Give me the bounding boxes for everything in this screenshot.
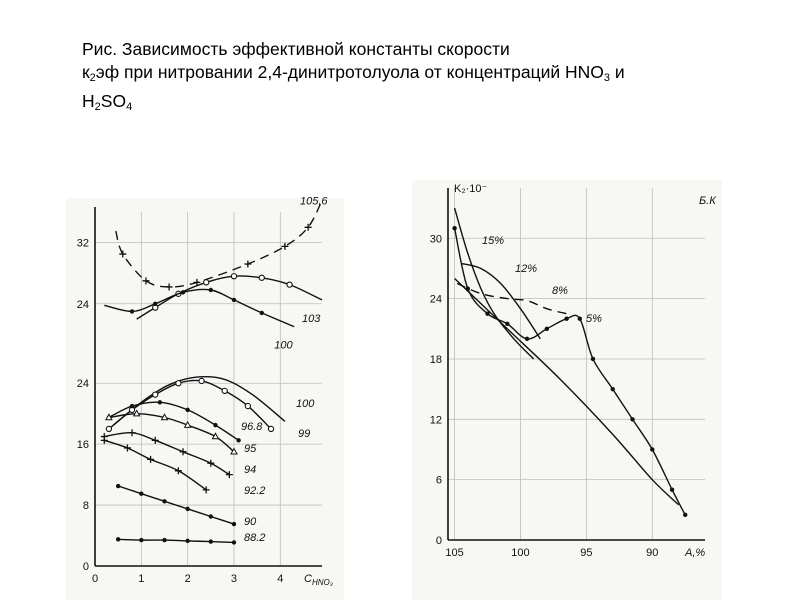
left-lower-series-point bbox=[185, 539, 189, 543]
left-lower-series-point bbox=[175, 467, 182, 474]
left-upper-series-point bbox=[260, 311, 264, 315]
left-lower-series-point bbox=[185, 408, 189, 412]
left-lower-series-line bbox=[104, 440, 206, 490]
left-x-tick-label: 4 bbox=[277, 573, 284, 585]
left-lower-y-tick-label: 16 bbox=[76, 439, 89, 452]
left-lower-series-point bbox=[232, 522, 236, 526]
right-series-point bbox=[591, 357, 595, 361]
left-lower-series-point bbox=[147, 456, 154, 463]
right-series-point bbox=[578, 317, 582, 321]
left-lower-series-line bbox=[109, 402, 239, 440]
title-line-1: Рис. Зависимость эффективной константы скорости bbox=[82, 39, 510, 59]
left-lower-series-point bbox=[232, 540, 236, 544]
title-line-2-pre: к bbox=[82, 62, 90, 82]
left-lower-series-point bbox=[236, 438, 240, 442]
left-lower-series-label: 90 bbox=[244, 516, 257, 528]
left-lower-series-label: 92.2 bbox=[244, 485, 266, 497]
left-lower-y-tick-label: 24 bbox=[76, 378, 89, 391]
left-lower-series-line bbox=[118, 539, 234, 542]
left-lower-series-point bbox=[139, 538, 143, 542]
left-x-tick-label: 2 bbox=[184, 573, 191, 585]
left-lower-series-line bbox=[114, 377, 285, 425]
left-lower-series-point bbox=[268, 426, 273, 431]
right-x-tick-label: 90 bbox=[646, 547, 659, 559]
left-lower-series-point bbox=[124, 444, 131, 451]
right-series-point bbox=[630, 417, 634, 421]
left-upper-series-point bbox=[119, 251, 126, 258]
left-lower-series-point bbox=[245, 403, 250, 408]
left-lower-series-point bbox=[129, 429, 136, 436]
left-lower-series-label: 94 bbox=[244, 464, 257, 476]
left-upper-series-point bbox=[232, 298, 236, 302]
left-upper-series-point bbox=[287, 282, 292, 287]
right-y-tick-label: 30 bbox=[429, 233, 442, 246]
right-y-tick-label: 24 bbox=[429, 293, 442, 306]
right-series-point bbox=[505, 322, 509, 326]
left-lower-series-point bbox=[199, 378, 204, 383]
left-upper-y-tick-label: 24 bbox=[76, 298, 89, 311]
left-lower-series-label: 95 bbox=[244, 443, 257, 455]
left-upper-series-point bbox=[281, 243, 288, 250]
right-series-point bbox=[683, 513, 687, 517]
left-lower-series-label: 88.2 bbox=[244, 532, 266, 544]
left-upper-series-point bbox=[181, 290, 185, 294]
left-lower-series-point bbox=[116, 484, 120, 488]
left-lower-series-label: 100 bbox=[296, 398, 315, 410]
left-lower-series-label: 99 bbox=[298, 428, 311, 440]
right-y-axis-title: K₂·10⁻ bbox=[454, 183, 488, 195]
right-series-point bbox=[564, 317, 568, 321]
right-series-label: 8% bbox=[552, 285, 568, 297]
left-upper-series-point bbox=[142, 277, 149, 284]
right-series-label: 12% bbox=[515, 263, 538, 275]
left-upper-series-point bbox=[259, 275, 264, 280]
title-line-2-post: и bbox=[610, 62, 625, 82]
left-lower-y-tick-label: 0 bbox=[82, 561, 89, 573]
left-upper-series-line bbox=[116, 201, 322, 287]
left-lower-series-point bbox=[106, 426, 111, 431]
left-upper-series-point bbox=[231, 274, 236, 279]
title-line-3-mid: SO bbox=[100, 91, 127, 111]
left-upper-series-point bbox=[130, 309, 134, 313]
right-series-point bbox=[650, 447, 654, 451]
right-series-line bbox=[455, 228, 686, 515]
title-line-3-pre: H bbox=[82, 91, 95, 111]
left-lower-y-tick-label: 8 bbox=[82, 500, 89, 513]
left-x-tick-label: 1 bbox=[138, 573, 145, 585]
right-series-point bbox=[545, 327, 549, 331]
left-lower-series-point bbox=[209, 539, 213, 543]
left-lower-series-line bbox=[104, 433, 229, 475]
title-line-3-sub2: 4 bbox=[126, 101, 133, 113]
left-upper-series-line bbox=[104, 289, 294, 326]
right-y-tick-label: 18 bbox=[429, 353, 442, 366]
right-x-tick-label: 95 bbox=[580, 547, 593, 559]
right-corner-note: Б.К bbox=[699, 195, 716, 207]
right-x-tick-label: 105 bbox=[445, 547, 464, 559]
right-series-point bbox=[611, 387, 615, 391]
left-x-axis-title-sub: HNO₃ bbox=[311, 578, 333, 587]
left-upper-series-label: 103 bbox=[302, 312, 321, 325]
left-x-tick-label: 0 bbox=[91, 573, 99, 585]
left-lower-series-point bbox=[152, 437, 159, 444]
left-lower-series-point bbox=[158, 400, 162, 404]
left-lower-series-point bbox=[180, 448, 187, 455]
left-lower-series-point bbox=[101, 437, 108, 444]
left-upper-series-point bbox=[153, 302, 157, 306]
left-lower-series-point bbox=[213, 423, 217, 427]
left-upper-series-point bbox=[209, 288, 213, 292]
right-y-tick-label: 0 bbox=[435, 535, 442, 547]
left-lower-series-point bbox=[162, 538, 166, 542]
left-lower-series-point bbox=[222, 388, 227, 393]
left-lower-series-point bbox=[139, 491, 143, 495]
right-series-point bbox=[525, 337, 529, 341]
left-lower-series-point bbox=[116, 537, 120, 541]
left-x-tick-label: 3 bbox=[230, 573, 238, 585]
right-series-point bbox=[452, 226, 456, 230]
right-series-label: 15% bbox=[482, 235, 505, 247]
left-lower-series-point bbox=[130, 404, 134, 408]
right-series-label: 5% bbox=[586, 313, 602, 325]
title-line-2-sub2: 3 bbox=[603, 72, 611, 84]
title-line-3-sub: 2 bbox=[94, 101, 101, 113]
left-lower-series-point bbox=[176, 381, 181, 386]
left-lower-series-point bbox=[153, 392, 158, 397]
left-lower-series-point bbox=[185, 507, 189, 511]
left-upper-series-point bbox=[204, 280, 209, 285]
left-upper-y-tick-label: 32 bbox=[76, 237, 89, 250]
left-upper-series-label: 100 bbox=[274, 339, 293, 352]
right-series-point bbox=[670, 488, 674, 492]
left-lower-series-point bbox=[207, 460, 214, 467]
left-lower-series-label: 96.8 bbox=[241, 421, 263, 433]
left-upper-series-label: 105.6 bbox=[300, 195, 328, 208]
left-upper-series-point bbox=[166, 283, 173, 290]
title-line-2-sub: 2 bbox=[89, 72, 96, 84]
left-lower-series-point bbox=[162, 499, 166, 503]
left-upper-series-point bbox=[244, 261, 251, 268]
right-x-tick-label: 100 bbox=[511, 547, 530, 559]
title-line-2-mid: эф при нитровании 2,4-динитротолуола от концентраций HNO bbox=[95, 62, 604, 82]
right-y-tick-label: 6 bbox=[435, 474, 442, 487]
left-x-axis-title: $C_{HNO_3}$ bbox=[304, 573, 333, 587]
right-y-tick-label: 12 bbox=[429, 414, 442, 427]
left-lower-series-point bbox=[209, 514, 213, 518]
right-x-axis-title: A,% bbox=[685, 547, 706, 559]
